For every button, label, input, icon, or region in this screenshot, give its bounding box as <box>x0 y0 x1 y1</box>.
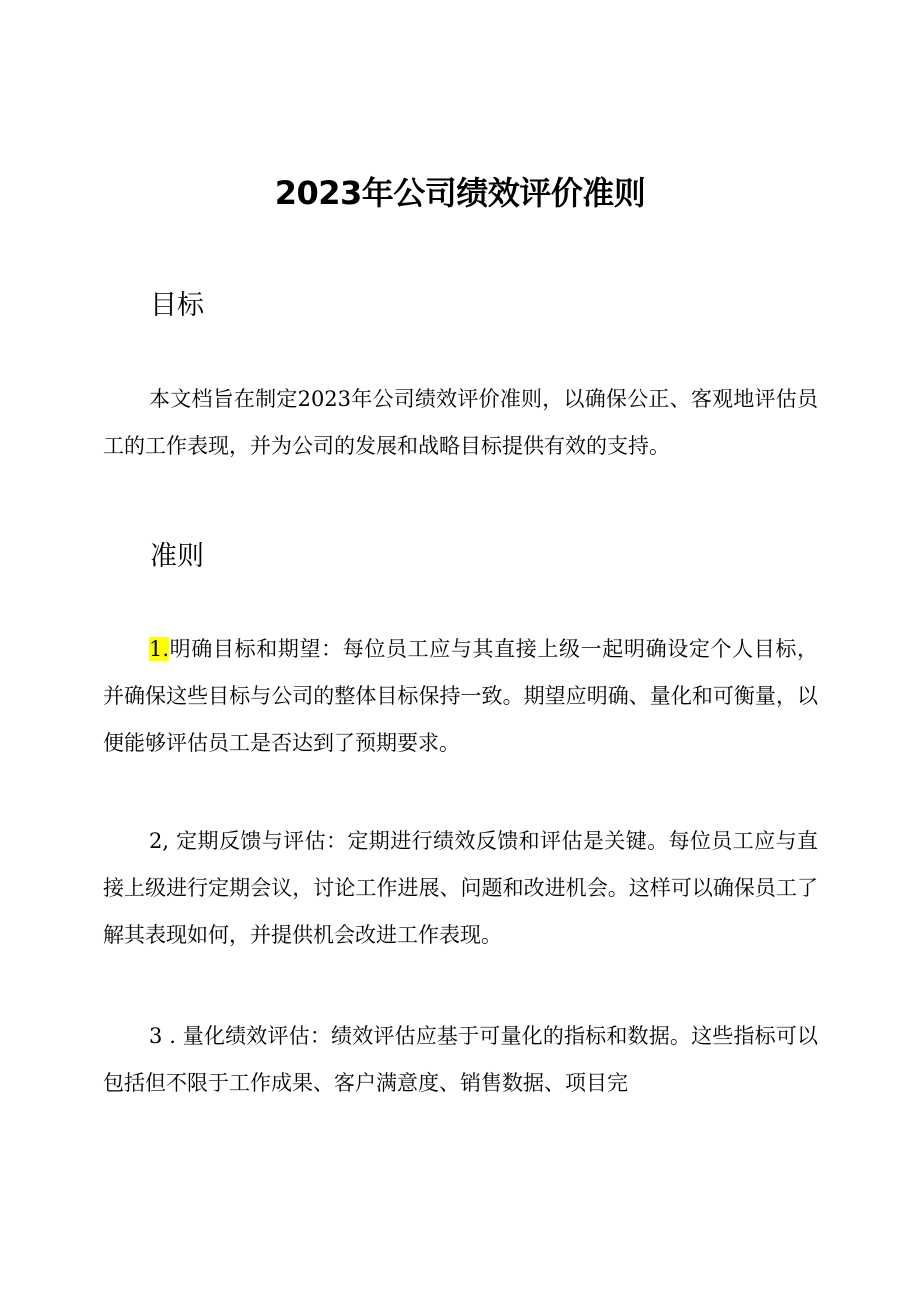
paragraph-text: 明确目标和期望：每位员工应与其直接上级一起明确设定个人目标，并确保这些目标与公司的整体目标保持一致。期望应明确、量化和可衡量，以便能够评估员工是否达到了预期要求。 <box>103 637 818 755</box>
section-heading-guidelines: 准则 <box>150 541 204 572</box>
document-title: 2023年公司绩效评价准则 <box>274 174 646 212</box>
guideline-item-1 <box>103 626 818 767</box>
guideline-item-3 <box>103 1013 818 1107</box>
goal-paragraph <box>103 376 818 470</box>
item-number: 3 . <box>149 1024 183 1048</box>
item-number: 2, <box>149 829 177 853</box>
guideline-item-2 <box>103 818 818 959</box>
paragraph-text: 量化绩效评估：绩效评估应基于可量化的指标和数据。这些指标可以包括但不限于工作成果、客户满意度、销售数据、项目完 <box>103 1024 818 1095</box>
section-heading-goal: 目标 <box>150 290 204 321</box>
paragraph-text: 定期反馈与评估：定期进行绩效反馈和评估是关键。每位员工应与直接上级进行定期会议，讨论工作进展、问题和改进机会。这样可以确保员工了解其表现如何，并提供机会改进工作表现。 <box>103 829 818 947</box>
item-number-highlighted: 1. <box>149 637 170 661</box>
paragraph-text: 本文档旨在制定2023年公司绩效评价准则，以确保公正、客观地评估员工的工作表现，并为公司的发展和战略目标提供有效的支持。 <box>103 387 818 458</box>
